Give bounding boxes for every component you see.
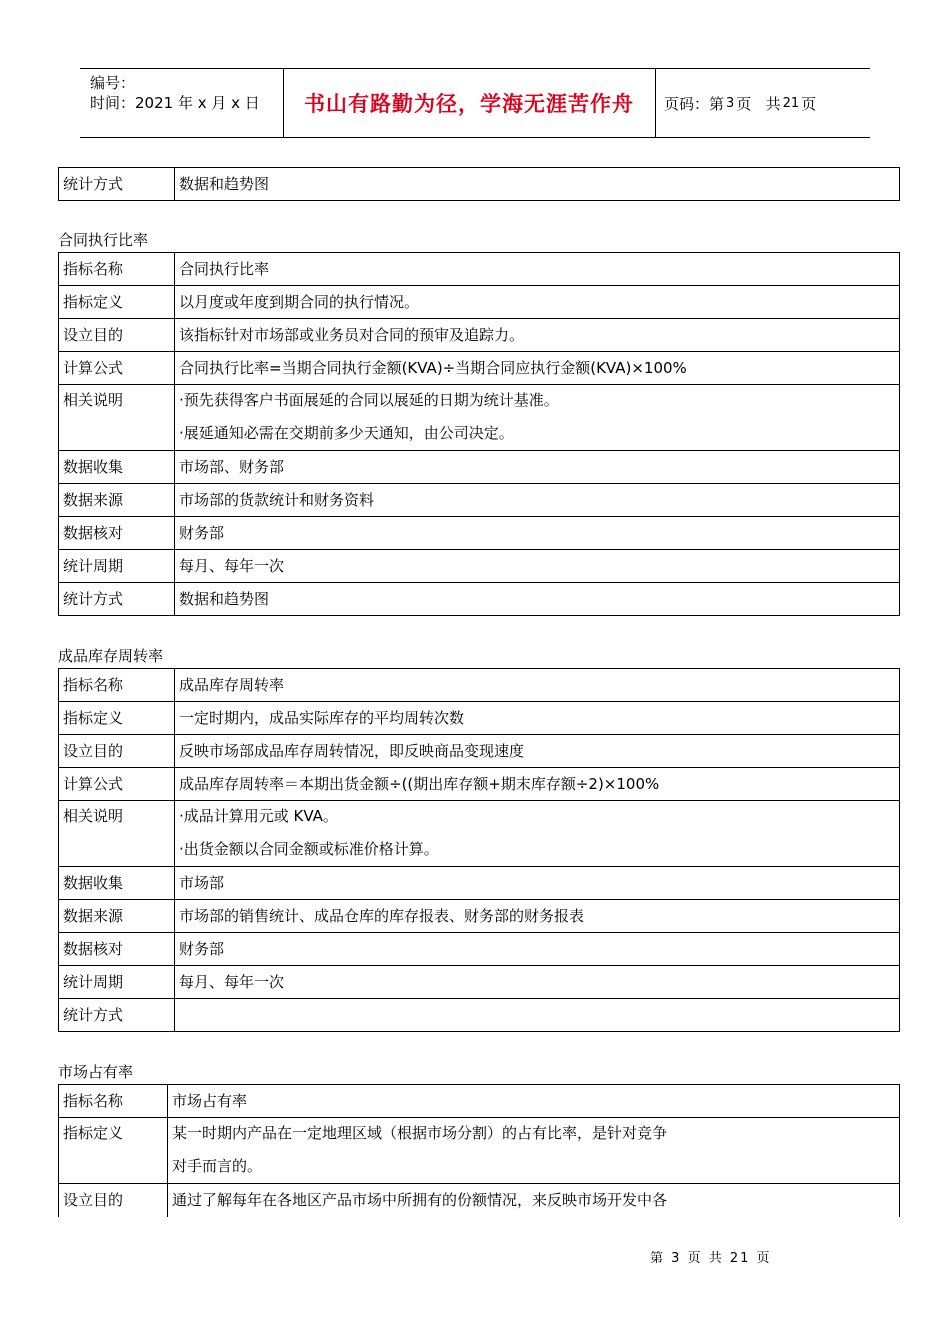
field-value: 财务部 [175, 517, 900, 550]
table-row [59, 900, 900, 933]
page-mid: 页 共 [736, 94, 781, 113]
top-table [58, 167, 900, 201]
table-row [59, 1085, 900, 1118]
section-title: 合同执行比率 [58, 231, 149, 249]
field-value: 合同执行比率=当期合同执行金额(KVA)÷当期合同应执行金额(KVA)×100% [175, 352, 900, 385]
page-suffix: 页 [801, 94, 817, 113]
field-key: 数据收集 [59, 867, 175, 900]
table-row [59, 550, 900, 583]
field-key: 数据收集 [59, 451, 175, 484]
field-key: 计算公式 [59, 768, 175, 801]
header-page-info [664, 69, 816, 137]
header-motto: 书山有路勤为径，学海无涯苦作舟 [304, 92, 634, 116]
footer-page-total: 21 [729, 1251, 751, 1266]
field-key: 统计方式 [59, 583, 175, 616]
table-row [59, 385, 900, 451]
page-prefix: 页码：第 [664, 94, 725, 113]
section-table [58, 668, 900, 1032]
field-key: 计算公式 [59, 352, 175, 385]
text-line: 某一时期内产品在一定地理区域（根据市场分割）的占有比率，是针对竞争 [172, 1124, 668, 1142]
table-row [59, 1118, 900, 1184]
page-footer [650, 1247, 772, 1266]
field-key: 指标定义 [59, 702, 175, 735]
table-row [59, 451, 900, 484]
table-row [59, 583, 900, 616]
field-key: 相关说明 [59, 385, 175, 451]
time-label: 时间：2021 年 x 月 x 日 [90, 94, 260, 112]
page-total: 21 [782, 95, 800, 111]
field-key: 统计周期 [59, 550, 175, 583]
field-value: 市场部的销售统计、成品仓库的库存报表、财务部的财务报表 [175, 900, 900, 933]
field-value: 财务部 [175, 933, 900, 966]
field-key: 设立目的 [59, 1184, 168, 1217]
field-key: 统计方式 [59, 999, 175, 1032]
field-key: 指标定义 [59, 1118, 168, 1184]
field-key: 数据来源 [59, 900, 175, 933]
note-line: ·出货金额以合同金额或标准价格计算。 [179, 840, 439, 858]
field-key: 统计周期 [59, 966, 175, 999]
table-row [59, 735, 900, 768]
field-value: 市场部、财务部 [175, 451, 900, 484]
field-value: 通过了解每年在各地区产品市场中所拥有的份额情况，来反映市场开发中各 [168, 1184, 900, 1217]
field-key: 统计方式 [59, 168, 175, 201]
field-value [175, 801, 900, 867]
table-row [59, 999, 900, 1032]
section-table [58, 252, 900, 616]
note-line: ·展延通知必需在交期前多少天通知，由公司决定。 [179, 424, 514, 442]
field-value: 该指标针对市场部或业务员对合同的预审及追踪力。 [175, 319, 900, 352]
field-value: 以月度或年度到期合同的执行情况。 [175, 286, 900, 319]
table-row [59, 867, 900, 900]
field-value: 每月、每年一次 [175, 550, 900, 583]
field-value: 市场部的货款统计和财务资料 [175, 484, 900, 517]
table-row [59, 517, 900, 550]
field-value: 合同执行比率 [175, 253, 900, 286]
field-key: 设立目的 [59, 319, 175, 352]
field-key: 数据核对 [59, 517, 175, 550]
page-number: 3 [726, 95, 735, 111]
field-value [175, 385, 900, 451]
footer-prefix: 第 [650, 1251, 666, 1266]
field-key: 相关说明 [59, 801, 175, 867]
page-header [80, 68, 870, 138]
footer-page-number: 3 [671, 1251, 682, 1266]
field-value: 成品库存周转率＝本期出货金额÷((期出库存额+期末库存额÷2)×100% [175, 768, 900, 801]
table-row [59, 319, 900, 352]
table-row [59, 801, 900, 867]
number-label: 编号： [90, 74, 136, 92]
table-row [59, 966, 900, 999]
table-row [59, 253, 900, 286]
note-line: ·预先获得客户书面展延的合同以展延的日期为统计基准。 [179, 391, 559, 409]
table-row [59, 669, 900, 702]
table-row [59, 484, 900, 517]
section-table [58, 1084, 900, 1217]
field-key: 设立目的 [59, 735, 175, 768]
text-line: 对手而言的。 [172, 1157, 263, 1175]
field-value: 成品库存周转率 [175, 669, 900, 702]
field-key: 指标名称 [59, 1085, 168, 1118]
field-value: 每月、每年一次 [175, 966, 900, 999]
table-row [59, 168, 900, 201]
field-value: 反映市场部成品库存周转情况，即反映商品变现速度 [175, 735, 900, 768]
note-line: ·成品计算用元或 KVA。 [179, 807, 338, 825]
table-row [59, 768, 900, 801]
field-value: 数据和趋势图 [175, 583, 900, 616]
footer-mid: 页 共 [687, 1251, 724, 1266]
field-value: 数据和趋势图 [175, 168, 900, 201]
section-title: 成品库存周转率 [58, 647, 164, 665]
table-row [59, 1184, 900, 1217]
field-value [168, 1118, 900, 1184]
field-key: 数据来源 [59, 484, 175, 517]
footer-suffix: 页 [756, 1251, 772, 1266]
field-value: 一定时期内，成品实际库存的平均周转次数 [175, 702, 900, 735]
table-row [59, 286, 900, 319]
table-row [59, 352, 900, 385]
field-key: 指标名称 [59, 669, 175, 702]
field-value [175, 999, 900, 1032]
header-divider [655, 69, 656, 137]
field-value: 市场部 [175, 867, 900, 900]
section-title: 市场占有率 [58, 1063, 134, 1081]
field-key: 指标定义 [59, 286, 175, 319]
field-value: 市场占有率 [168, 1085, 900, 1118]
table-row [59, 933, 900, 966]
table-row [59, 702, 900, 735]
header-meta [90, 73, 260, 113]
field-key: 指标名称 [59, 253, 175, 286]
field-key: 数据核对 [59, 933, 175, 966]
